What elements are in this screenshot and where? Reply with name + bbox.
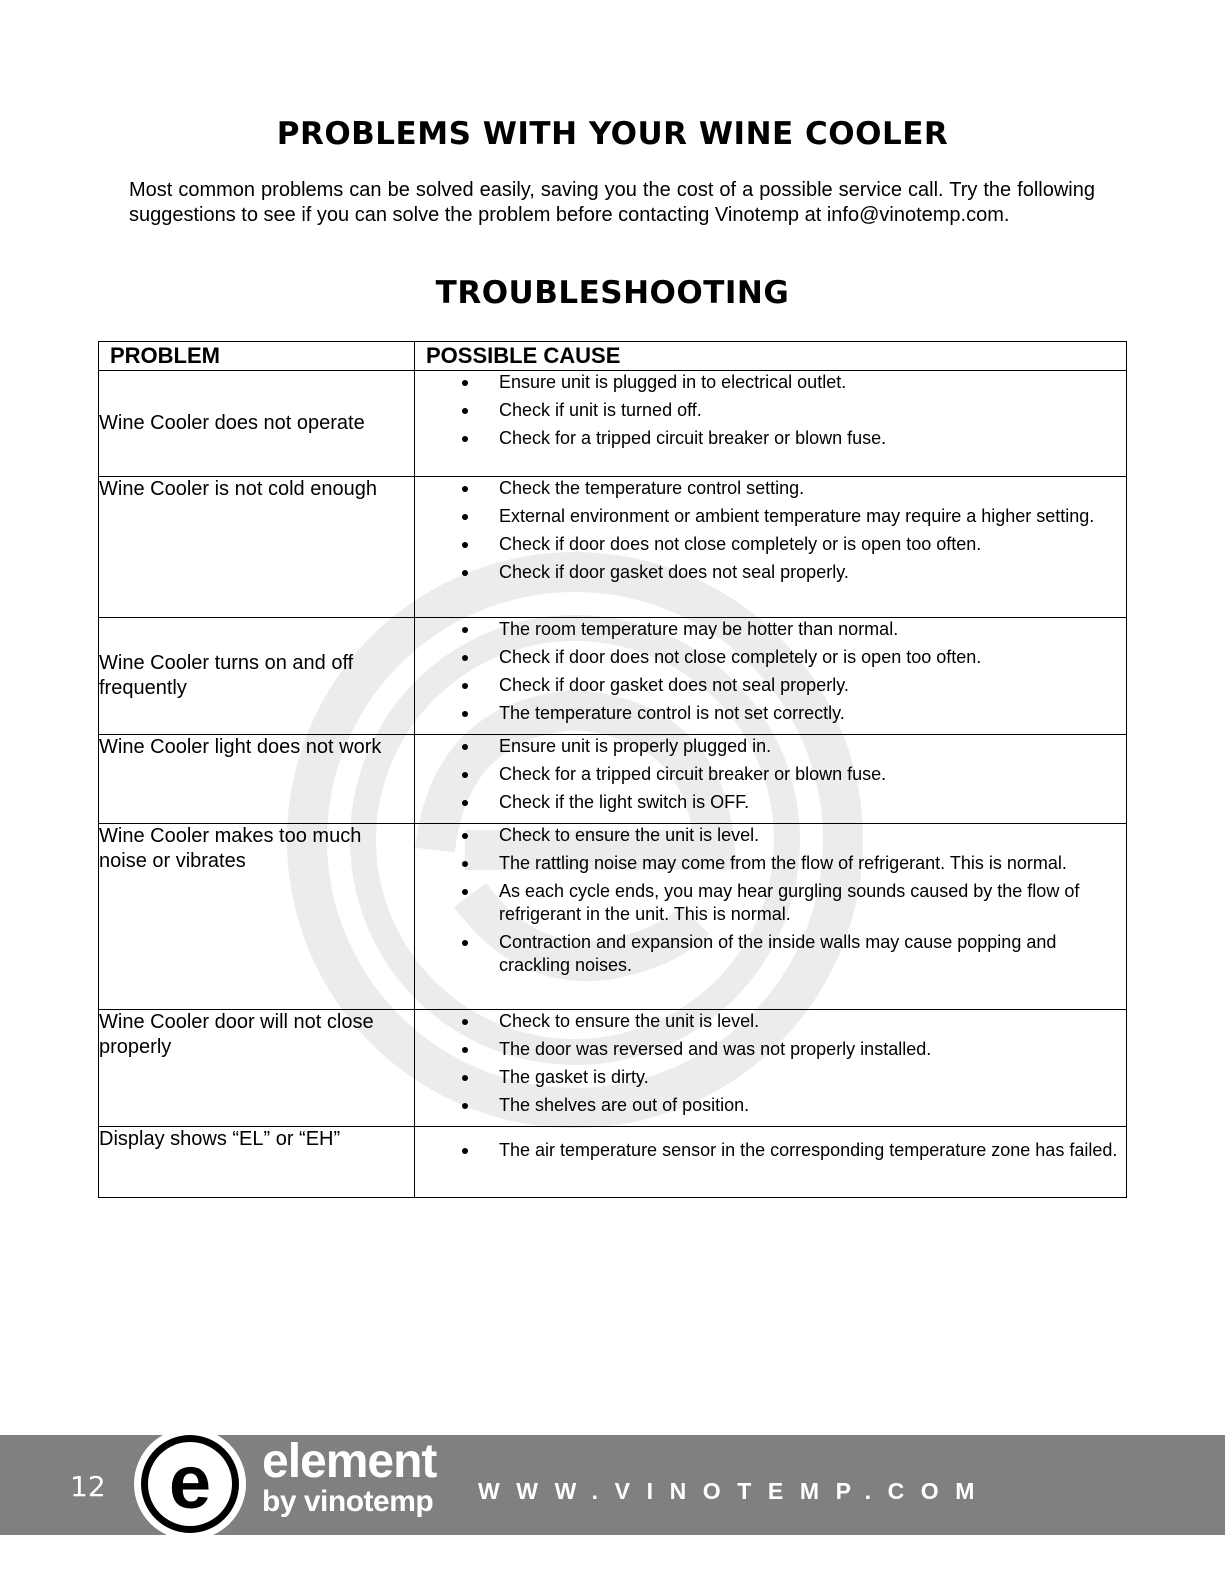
table-row — [99, 824, 1127, 1010]
list-item: Check the temperature control setting. — [415, 477, 1126, 500]
list-item: Check for a tripped circuit breaker or blown fuse. — [415, 763, 1126, 786]
list-item: Check if the light switch is OFF. — [415, 791, 1126, 814]
troubleshooting-table — [98, 341, 1127, 1198]
cause-list — [415, 371, 1126, 450]
list-item: The door was reversed and was not properly installed. — [415, 1038, 1126, 1061]
element-logo-icon — [132, 1426, 248, 1542]
page-number: 12 — [70, 1470, 106, 1503]
list-item: Check to ensure the unit is level. — [415, 1010, 1126, 1033]
table-row — [99, 371, 1127, 477]
header-possible-cause: POSSIBLE CAUSE — [415, 342, 1127, 371]
cause-list — [415, 735, 1126, 814]
list-item: As each cycle ends, you may hear gurgling sounds caused by the flow of refrigerant in the unit. This is normal. — [415, 880, 1126, 926]
brand-subtitle: by vinotemp — [262, 1485, 434, 1518]
list-item: Check if door does not close completely or is open too often. — [415, 646, 1126, 669]
list-item: Ensure unit is properly plugged in. — [415, 735, 1126, 758]
list-item: Check if unit is turned off. — [415, 399, 1126, 422]
problem-cell: Wine Cooler does not operate — [99, 371, 415, 477]
problem-cell: Wine Cooler makes too much noise or vibrates — [99, 824, 415, 1010]
list-item: The air temperature sensor in the corresponding temperature zone has failed. — [415, 1139, 1126, 1162]
problem-cell: Wine Cooler turns on and off frequently — [99, 618, 415, 735]
page-title: PROBLEMS WITH YOUR WINE COOLER — [276, 116, 949, 152]
table-row — [99, 1127, 1127, 1198]
cause-cell — [415, 824, 1127, 1010]
list-item: Check to ensure the unit is level. — [415, 824, 1126, 847]
list-item: External environment or ambient temperature may require a higher setting. — [415, 505, 1126, 528]
cause-list — [415, 618, 1126, 725]
website-url: WWW.VINOTEMP.COM — [478, 1478, 992, 1504]
brand-name: element — [262, 1435, 437, 1488]
cause-cell — [415, 371, 1127, 477]
cause-cell — [415, 1127, 1127, 1198]
table-row — [99, 1010, 1127, 1127]
cause-list — [415, 1139, 1126, 1162]
section-title: TROUBLESHOOTING — [435, 275, 790, 311]
cause-list — [415, 1010, 1126, 1117]
list-item: The rattling noise may come from the flow of refrigerant. This is normal. — [415, 852, 1126, 875]
logo-letter: e — [168, 1440, 212, 1525]
table-row — [99, 618, 1127, 735]
list-item: Check if door does not close completely or is open too often. — [415, 533, 1126, 556]
problem-cell: Wine Cooler light does not work — [99, 735, 415, 824]
problem-cell: Display shows “EL” or “EH” — [99, 1127, 415, 1198]
list-item: The shelves are out of position. — [415, 1094, 1126, 1117]
cause-list — [415, 824, 1126, 977]
list-item: The temperature control is not set correctly. — [415, 702, 1126, 725]
table-header-row — [99, 342, 1127, 371]
cause-list — [415, 477, 1126, 584]
table-row — [99, 735, 1127, 824]
list-item: Contraction and expansion of the inside walls may cause popping and crackling noises. — [415, 931, 1126, 977]
list-item: Check for a tripped circuit breaker or blown fuse. — [415, 427, 1126, 450]
cause-cell — [415, 1010, 1127, 1127]
cause-cell — [415, 477, 1127, 618]
list-item: Check if door gasket does not seal properly. — [415, 561, 1126, 584]
list-item: The gasket is dirty. — [415, 1066, 1126, 1089]
intro-paragraph: Most common problems can be solved easily, saving you the cost of a possible service call. Try the following suggestions to see if you can solve the problem before contacting Vinotemp at info@vinotemp.com. — [129, 179, 1095, 226]
cause-cell — [415, 618, 1127, 735]
problem-cell: Wine Cooler door will not close properly — [99, 1010, 415, 1127]
list-item: The room temperature may be hotter than normal. — [415, 618, 1126, 641]
cause-cell — [415, 735, 1127, 824]
problem-cell: Wine Cooler is not cold enough — [99, 477, 415, 618]
table-row — [99, 477, 1127, 618]
list-item: Ensure unit is plugged in to electrical outlet. — [415, 371, 1126, 394]
list-item: Check if door gasket does not seal properly. — [415, 674, 1126, 697]
header-problem: PROBLEM — [99, 342, 415, 371]
